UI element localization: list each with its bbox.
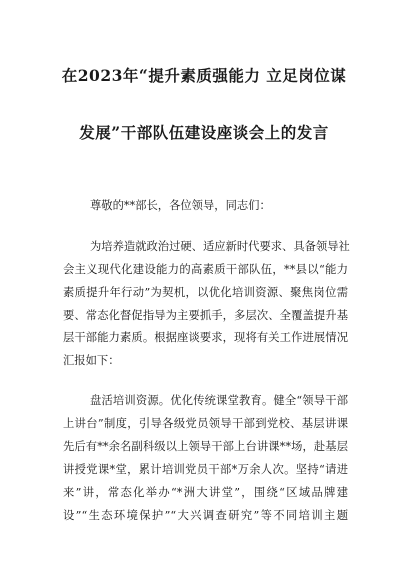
paragraph-1-line: 层干部能力素质。根据座谈要求，现将有关工作进展情况 xyxy=(63,331,348,344)
paragraph-2-line: 上讲台”制度，引导各级党员领导干部到党校、基层讲课 xyxy=(63,417,348,430)
paragraph-1-line: 要、常态化督促指导为主要抓手，多层次、全覆盖提升基 xyxy=(63,309,348,322)
title-line-2: 发展”干部队伍建设座谈会上的发言 xyxy=(79,123,329,142)
paragraph-2-line: 盘活培训资源。优化传统课堂教育。健全“领导干部 xyxy=(90,394,348,407)
paragraph-1-line: 素质提升年行动”为契机，以优化培训资源、聚焦岗位需 xyxy=(63,286,348,299)
paragraph-1-line: 会主义现代化建设能力的高素质干部队伍，**县以“能力 xyxy=(63,263,348,276)
paragraph-1-line: 为培养造就政治过硬、适应新时代要求、具备领导社 xyxy=(90,240,350,253)
paragraph-2-line: 设”“生态环境保护”“大兴调查研究”等不同培训主题 xyxy=(63,509,348,522)
title-line-1: 在2023年“提升素质强能力 立足岗位谋 xyxy=(61,66,347,85)
paragraph-2-line: 先后有**余名副科级以上领导干部上台讲课**场，赴基层 xyxy=(63,440,348,453)
salutation: 尊敬的**部长，各位领导，同志们： xyxy=(90,199,271,212)
paragraph-1-line: 汇报如下： xyxy=(63,354,120,367)
paragraph-2-line: 讲授党课*堂，累计培训党员干部*万余人次。坚持“请进 xyxy=(63,463,348,476)
paragraph-2-line: 来”讲，常态化举办“*洲大讲堂”，围绕“区域品牌建 xyxy=(63,486,348,499)
